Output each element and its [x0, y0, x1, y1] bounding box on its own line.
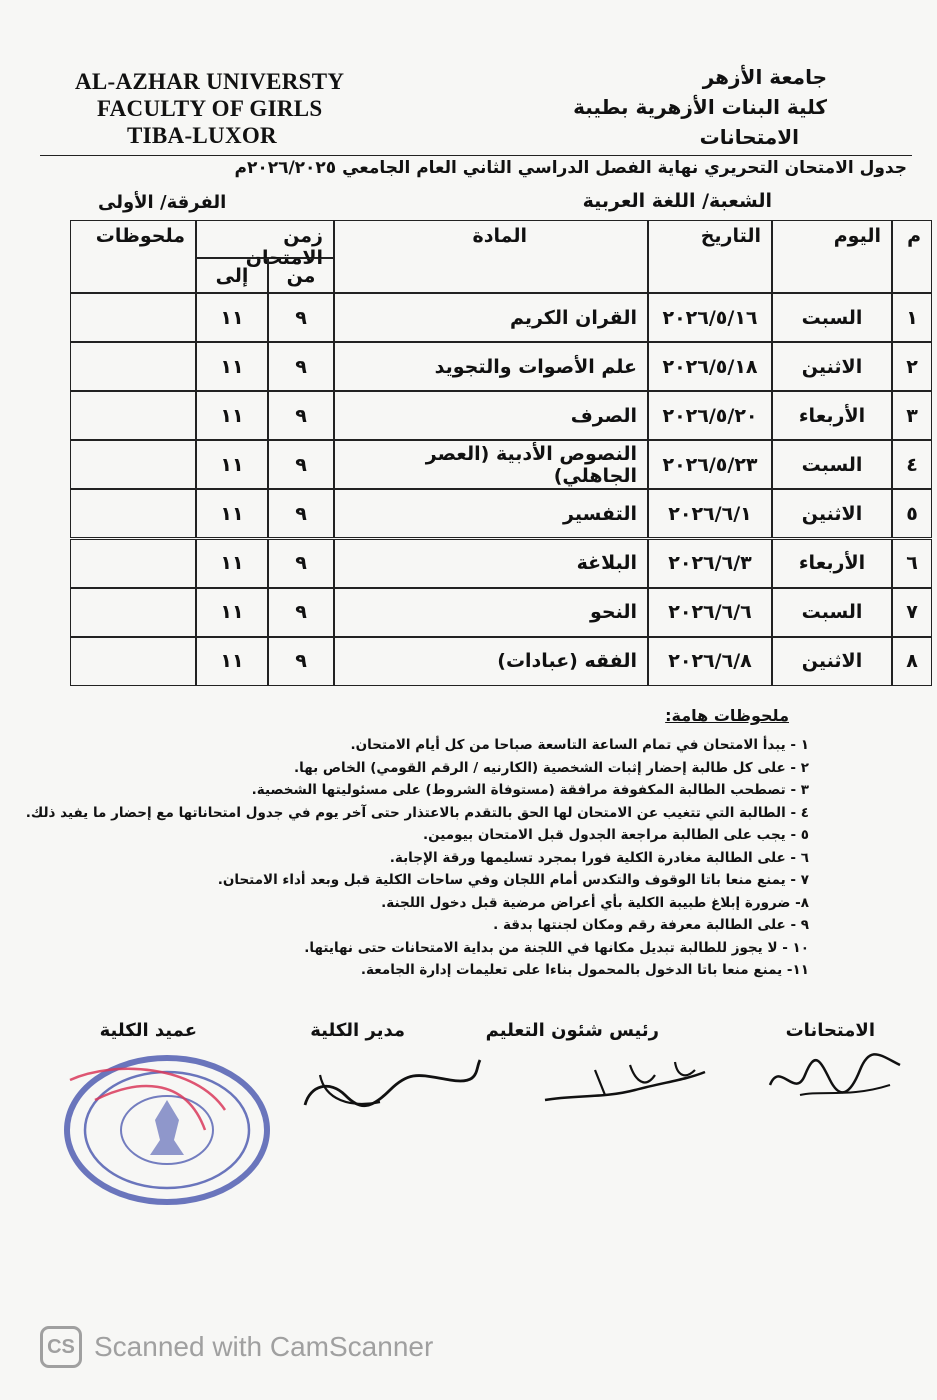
signature-label-exams: الامتحانات: [785, 1020, 875, 1041]
row-time-to: ١١: [196, 588, 268, 637]
row-notes: [70, 440, 196, 489]
row-subject: التفسير: [334, 489, 648, 538]
division-label: الشعبة/ اللغة العربية: [582, 190, 772, 212]
row-num: ٥: [892, 489, 932, 538]
row-time-from: ٩: [268, 293, 334, 342]
note-item: ٦ - على الطالبة مغادرة الكلية فورا بمجرد تسليمها ورقة الإجابة.: [389, 849, 809, 866]
row-num: ٤: [892, 440, 932, 489]
header-date: التاريخ: [648, 220, 772, 293]
header-num: م: [892, 220, 932, 293]
row-notes: [70, 539, 196, 588]
row-day: السبت: [772, 293, 892, 342]
row-subject: القران الكريم: [334, 293, 648, 342]
note-item: ٧ - يمنع منعا باتا الوقوف والتكدس أمام اللجان وفي ساحات الكلية قبل وبعد أداء الامتحان.: [217, 872, 809, 888]
row-day: السبت: [772, 588, 892, 637]
signature-faculty-director: [290, 1050, 490, 1120]
header-to: إلى: [196, 258, 268, 293]
row-day: الاثنين: [772, 342, 892, 391]
note-item: ٢ - على كل طالبة إحضار إثبات الشخصية (الكارنيه / الرقم القومي) الخاص بها.: [294, 759, 809, 776]
row-date: ٢٠٢٦/٦/١: [648, 489, 772, 538]
note-item: ٥ - يجب على الطالبة مراجعة الجدول قبل الامتحان بيومين.: [422, 827, 809, 843]
row-time-from: ٩: [268, 539, 334, 588]
row-day: الأربعاء: [772, 391, 892, 440]
signature-label-education-head: رئيس شئون التعليم: [485, 1020, 659, 1041]
row-num: ٧: [892, 588, 932, 637]
header-exam-time: زمن الامتحان: [196, 220, 334, 258]
row-date: ٢٠٢٦/٥/٢٠: [648, 391, 772, 440]
row-notes: [70, 342, 196, 391]
header-from: من: [268, 258, 334, 293]
official-stamp: [55, 1040, 275, 1210]
row-notes: [70, 489, 196, 538]
note-item: ٣ - تصطحب الطالبة المكفوفة مرافقة (مستوفاة الشروط) على مسئوليتها الشخصية.: [251, 782, 809, 798]
scanner-watermark: [40, 1326, 433, 1368]
row-date: ٢٠٢٦/٥/١٦: [648, 293, 772, 342]
row-subject: الفقه (عبادات): [334, 637, 648, 686]
header-notes: ملحوظات: [70, 220, 196, 293]
row-time-to: ١١: [196, 342, 268, 391]
row-date: ٢٠٢٦/٦/٨: [648, 637, 772, 686]
signature-label-dean: عميد الكلية: [99, 1020, 197, 1041]
note-item: ٤ - الطالبة التي تتغيب عن الامتحان لها الحق بالتقدم بالاعتذار حتى آخر يوم في جدول امتحاناتها مع إحضار ما يفيد ذلك.: [25, 804, 809, 821]
row-day: الأربعاء: [772, 539, 892, 588]
row-date: ٢٠٢٦/٥/٢٣: [648, 440, 772, 489]
signature-exams: [760, 1040, 910, 1110]
note-item: ٨- ضرورة إبلاغ طبيبة الكلية بأي أعراض مرضية قبل دخول اللجنة.: [381, 894, 809, 911]
row-subject: النصوص الأدبية (العصر الجاهلي): [334, 440, 648, 489]
header-day: اليوم: [772, 220, 892, 293]
row-subject: البلاغة: [334, 539, 648, 588]
row-time-to: ١١: [196, 293, 268, 342]
notes-list: [25, 734, 809, 982]
notes-title: ملحوظات هامة:: [665, 706, 789, 725]
university-name-en: AL-AZHAR UNIVERSTY: [75, 69, 345, 94]
row-time-from: ٩: [268, 588, 334, 637]
row-subject: علم الأصوات والتجويد: [334, 342, 648, 391]
header-divider: [40, 155, 912, 156]
row-num: ٣: [892, 391, 932, 440]
row-time-to: ١١: [196, 391, 268, 440]
row-num: ٨: [892, 637, 932, 686]
faculty-name-ar: كلية البنات الأزهرية بطيبة: [573, 95, 827, 119]
signature-education-head: [535, 1050, 715, 1110]
row-notes: [70, 293, 196, 342]
row-subject: النحو: [334, 588, 648, 637]
english-header: [75, 68, 375, 149]
row-date: ٢٠٢٦/٦/٦: [648, 588, 772, 637]
row-num: ٢: [892, 342, 932, 391]
department-ar: الامتحانات: [699, 125, 799, 149]
camscanner-logo: CS: [40, 1326, 82, 1368]
year-label: الفرقة/ الأولى: [98, 192, 227, 213]
note-item: ١ - يبدأ الامتحان في تمام الساعة التاسعة صباحا من كل أيام الامتحان.: [350, 737, 809, 753]
row-time-to: ١١: [196, 637, 268, 686]
row-day: الاثنين: [772, 489, 892, 538]
arabic-header: [507, 62, 827, 152]
faculty-name-en: FACULTY OF GIRLS: [97, 96, 323, 121]
row-notes: [70, 391, 196, 440]
university-name-ar: جامعة الأزهر: [702, 65, 827, 89]
row-num: ١: [892, 293, 932, 342]
row-time-from: ٩: [268, 391, 334, 440]
row-time-to: ١١: [196, 539, 268, 588]
row-time-to: ١١: [196, 440, 268, 489]
row-date: ٢٠٢٦/٥/١٨: [648, 342, 772, 391]
signature-label-faculty-director: مدير الكلية: [310, 1020, 405, 1041]
note-item: ١٠ - لا يجوز للطالبة تبديل مكانها في اللجنة من بداية الامتحانات حتى نهايتها.: [304, 939, 809, 956]
row-time-from: ٩: [268, 637, 334, 686]
row-time-from: ٩: [268, 342, 334, 391]
location-en: TIBA-LUXOR: [127, 123, 277, 148]
exam-schedule-table: [70, 220, 932, 686]
row-time-from: ٩: [268, 489, 334, 538]
scanner-text: Scanned with CamScanner: [94, 1331, 434, 1362]
row-subject: الصرف: [334, 391, 648, 440]
row-day: السبت: [772, 440, 892, 489]
row-num: ٦: [892, 539, 932, 588]
row-time-to: ١١: [196, 489, 268, 538]
row-time-from: ٩: [268, 440, 334, 489]
row-notes: [70, 637, 196, 686]
note-item: ٩ - على الطالبة معرفة رقم ومكان لجنتها بدقة .: [493, 917, 809, 933]
row-date: ٢٠٢٦/٦/٣: [648, 539, 772, 588]
document-title: جدول الامتحان التحريري نهاية الفصل الدراسي الثاني العام الجامعي ٢٠٢٦/٢٠٢٥م: [234, 158, 907, 178]
row-notes: [70, 588, 196, 637]
row-day: الاثنين: [772, 637, 892, 686]
header-subject: المادة: [334, 220, 648, 293]
note-item: ١١- يمنع منعا باتا الدخول بالمحمول بناءا على تعليمات إدارة الجامعة.: [360, 962, 809, 978]
